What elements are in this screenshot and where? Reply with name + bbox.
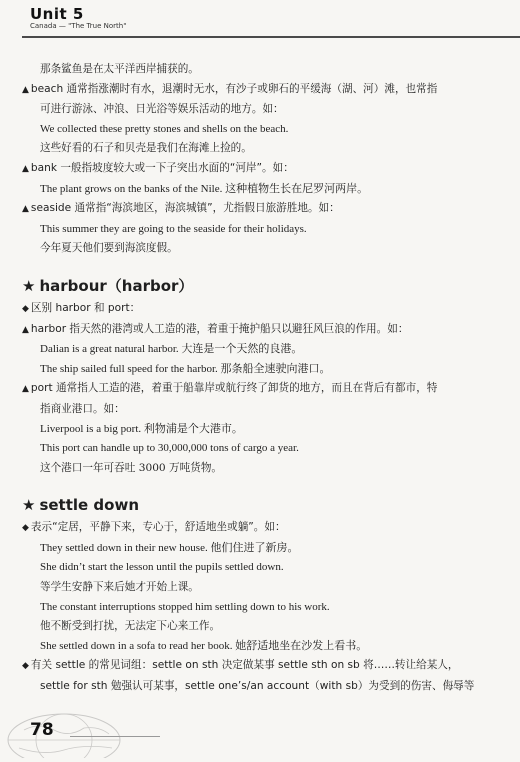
bullet-line: ▲ harbor 指天然的港湾或人工造的港，着重于掩护船只以避狂风巨浪的作用。如：	[22, 320, 514, 341]
example-sentence: The ship sailed full speed for the harbor. 那条船全速驶向港口。	[40, 362, 331, 375]
example-sentence: This port can handle up to 30,000,000 tons of cargo a year.	[40, 442, 299, 455]
example-sentence: Liverpool is a big port. 利物浦是个大港市。	[40, 422, 243, 435]
star-icon: ★	[22, 276, 36, 295]
continuation-line: settle for sth 勉强认可某事，settle one’s/an account（with sb）为受到的伤害、侮辱等	[40, 680, 475, 693]
section-heading	[22, 492, 514, 518]
example-sentence: They settled down in their new house. 他们住进了新房。	[40, 541, 299, 554]
page-header	[0, 0, 520, 56]
star-icon: ★	[22, 496, 36, 515]
page-content	[22, 60, 514, 697]
example-sentence: The constant interruptions stopped him settling down to his work.	[40, 600, 330, 613]
example-sentence: This summer they are going to the seaside for their holidays.	[40, 222, 307, 235]
diamond-bullet-line: ◆ 表示“定居，平静下来，专心于，舒适地坐或躺”。如：	[22, 518, 514, 539]
diamond-bullet-line: ◆ 区别 harbor 和 port：	[22, 299, 514, 320]
translation-line: 这个港口一年可吞吐 3000 万吨货物。	[40, 461, 223, 474]
footer-rule	[70, 736, 160, 737]
page-number: 78	[30, 720, 54, 740]
example-sentence: We collected these pretty stones and shells on the beach.	[40, 122, 289, 135]
globe-watermark-icon	[4, 700, 124, 758]
example-sentence: She didn’t start the lesson until the pupils settled down.	[40, 561, 284, 574]
header-rule	[22, 36, 520, 38]
unit-title: Unit 5	[30, 5, 84, 23]
example-sentence: She settled down in a sofa to read her book. 她舒适地坐在沙发上看书。	[40, 639, 368, 652]
diamond-bullet-line: ◆ 有关 settle 的常见词组：settle on sth 决定做某事 settle sth on sb 将……转让给某人，	[22, 656, 514, 677]
bullet-line: ▲ beach 通常指涨潮时有水，退潮时无水，有沙子或卵石的平缓海（湖、河）滩，也常指	[22, 80, 514, 101]
continuation-line: 指商业港口。如：	[40, 402, 125, 415]
translation-line: 今年夏天他们要到海滨度假。	[40, 242, 178, 255]
unit-subtitle: Canada — "The True North"	[30, 22, 127, 30]
bullet-line: ▲ bank 一般指坡度较大或一下子突出水面的“河岸”。如：	[22, 159, 514, 180]
translation-line: 他不断受到打扰，无法定下心来工作。	[40, 620, 221, 633]
translation-line: 等学生安静下来后她才开始上课。	[40, 581, 199, 594]
translation-line: 那条鲨鱼是在太平洋西岸捕获的。	[40, 63, 199, 75]
section-title: harbour（harbor）	[39, 276, 194, 295]
bullet-line: ▲ port 通常指人工造的港，着重于船靠岸或航行终了卸货的地方，而且在背后有都市，特	[22, 379, 514, 400]
example-sentence: The plant grows on the banks of the Nile. 这种植物生长在尼罗河两岸。	[40, 182, 369, 195]
example-sentence: Dalian is a great natural harbor. 大连是一个天然的良港。	[40, 343, 303, 356]
continuation-line: 可进行游泳、冲浪、日光浴等娱乐活动的地方。如：	[40, 103, 284, 116]
translation-line: 这些好看的石子和贝壳是我们在海滩上捡的。	[40, 142, 252, 155]
section-heading	[22, 273, 514, 299]
bullet-line: ▲ seaside 通常指“海滨地区，海滨城镇”，尤指假日旅游胜地。如：	[22, 199, 514, 220]
section-title: settle down	[39, 496, 140, 515]
